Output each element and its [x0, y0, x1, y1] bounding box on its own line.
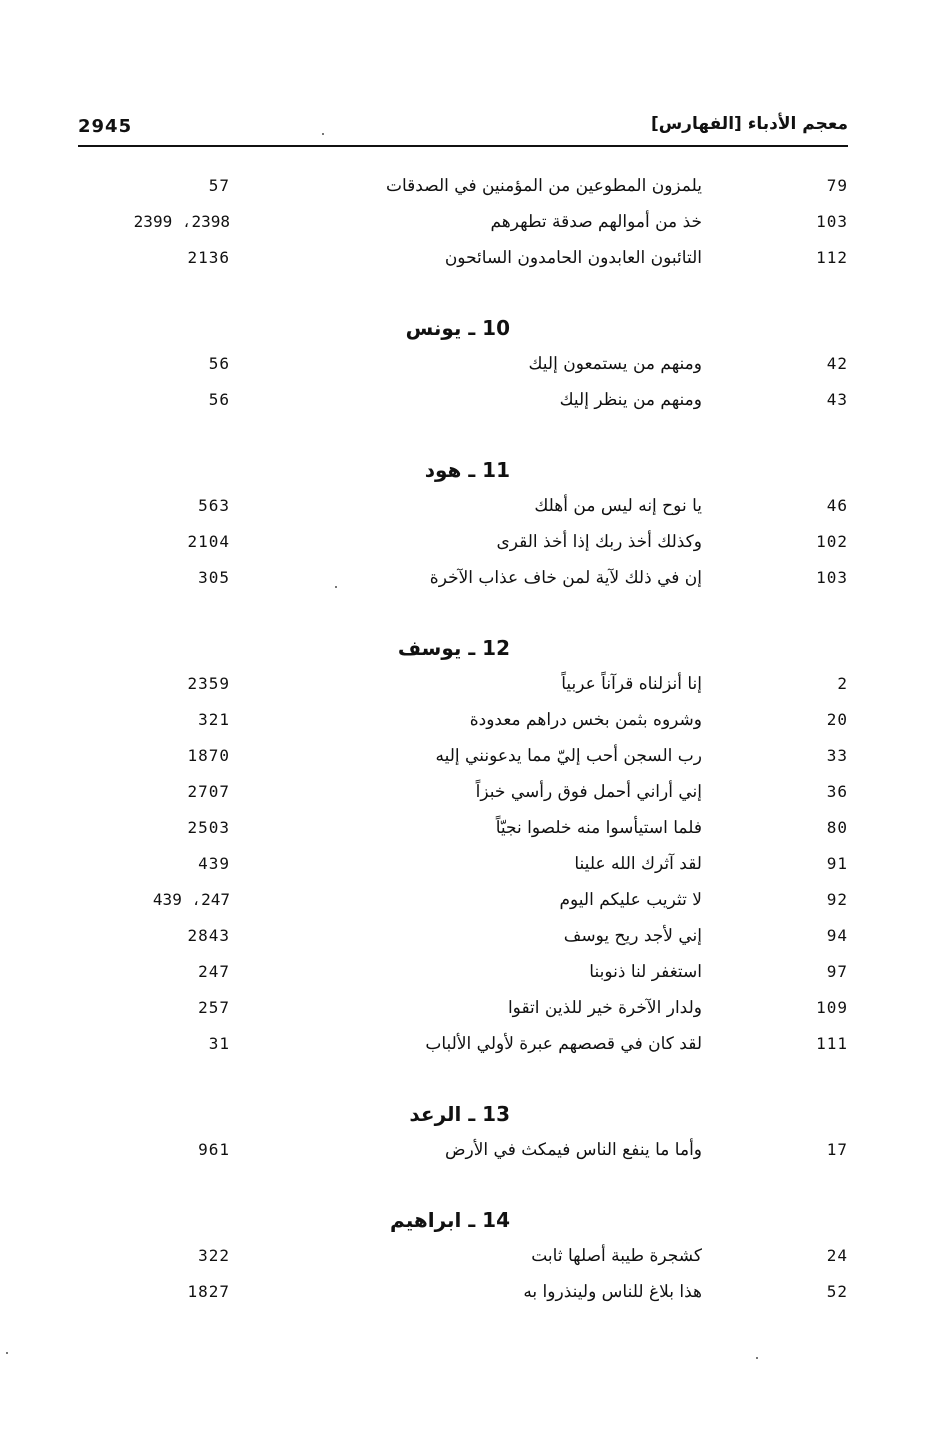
surah-heading: 13 ـ الرعد	[409, 1102, 510, 1126]
index-row	[78, 524, 848, 560]
verse-number: 42	[826, 354, 848, 373]
page-references: 247	[198, 962, 230, 981]
page-references: 563	[198, 496, 230, 515]
index-row	[78, 346, 848, 382]
index-row	[78, 702, 848, 738]
scan-speck	[756, 1357, 758, 1359]
surah-section-ibrahim	[78, 1202, 848, 1310]
surah-section-yusuf	[78, 630, 848, 1062]
verse-phrase: إني لأجد ريح يوسف	[563, 926, 702, 946]
page-references: 56	[208, 390, 230, 409]
page-references: 2359	[187, 674, 230, 693]
index-row	[78, 774, 848, 810]
index-row	[78, 1238, 848, 1274]
index-row	[78, 810, 848, 846]
page-references: 2136	[187, 248, 230, 267]
verse-phrase: خذ من أموالهم صدقة تطهرهم	[490, 212, 702, 232]
verse-phrase: التائبون العابدون الحامدون السائحون	[444, 248, 702, 268]
page-references: 305	[198, 568, 230, 587]
page-number: 2945	[78, 116, 133, 137]
verse-number: 24	[826, 1246, 848, 1265]
verse-number: 52	[826, 1282, 848, 1301]
index-row	[78, 666, 848, 702]
continued-section	[78, 168, 848, 276]
verse-number: 94	[826, 926, 848, 945]
index-row	[78, 560, 848, 596]
verse-phrase: هذا بلاغ للناس ولينذروا به	[523, 1282, 702, 1302]
verse-number: 91	[826, 854, 848, 873]
index-row	[78, 1274, 848, 1310]
page-references: 321	[198, 710, 230, 729]
header-rule	[78, 145, 848, 147]
verse-phrase: يا نوح إنه ليس من أهلك	[534, 496, 702, 516]
page-references: 56	[208, 354, 230, 373]
verse-number: 97	[826, 962, 848, 981]
page-references: 31	[208, 1034, 230, 1053]
page-references: 1827	[187, 1282, 230, 1301]
page-references: 2398، 2399	[133, 212, 230, 231]
page-references: 257	[198, 998, 230, 1017]
index-row	[78, 738, 848, 774]
running-title: معجم الأدباء [الفهارس]	[650, 114, 848, 134]
verse-number: 112	[816, 248, 848, 267]
verse-number: 102	[816, 532, 848, 551]
verse-number: 92	[826, 890, 848, 909]
verse-number: 43	[826, 390, 848, 409]
index-row	[78, 954, 848, 990]
index-row	[78, 240, 848, 276]
index-row	[78, 168, 848, 204]
surah-section-yunus	[78, 310, 848, 418]
page-references: 2707	[187, 782, 230, 801]
index-row	[78, 382, 848, 418]
verse-phrase: وشروه بثمن بخس دراهم معدودة	[469, 710, 702, 730]
index-row	[78, 918, 848, 954]
verse-phrase: إني أراني أحمل فوق رأسي خبزاً	[475, 782, 702, 802]
page-references: 322	[198, 1246, 230, 1265]
index-row	[78, 846, 848, 882]
verse-number: 2	[837, 674, 848, 693]
index-content	[78, 168, 848, 1344]
verse-phrase: ومنهم من يستمعون إليك	[528, 354, 702, 374]
surah-heading: 11 ـ هود	[424, 458, 510, 482]
verse-number: 103	[816, 212, 848, 231]
page-references: 57	[208, 176, 230, 195]
verse-phrase: لا تثريب عليكم اليوم	[559, 890, 702, 910]
scan-speck	[322, 133, 324, 135]
verse-phrase: إنا أنزلناه قرآناً عربياً	[561, 674, 702, 694]
verse-number: 111	[816, 1034, 848, 1053]
verse-phrase: رب السجن أحب إليّ مما يدعونني إليه	[435, 746, 702, 766]
verse-number: 79	[826, 176, 848, 195]
verse-number: 46	[826, 496, 848, 515]
verse-phrase: ولدار الآخرة خير للذين اتقوا	[507, 998, 702, 1018]
index-row	[78, 882, 848, 918]
page-references: 2104	[187, 532, 230, 551]
index-row	[78, 990, 848, 1026]
surah-heading: 14 ـ ابراهيم	[390, 1208, 510, 1232]
verse-phrase: استغفر لنا ذنوبنا	[589, 962, 702, 982]
index-row	[78, 488, 848, 524]
scan-speck	[335, 586, 337, 588]
verse-number: 103	[816, 568, 848, 587]
verse-number: 33	[826, 746, 848, 765]
page-references: 2843	[187, 926, 230, 945]
verse-number: 17	[826, 1140, 848, 1159]
page-references: 439	[198, 854, 230, 873]
verse-number: 80	[826, 818, 848, 837]
verse-phrase: وأما ما ينفع الناس فيمكث في الأرض	[444, 1140, 702, 1160]
verse-phrase: لقد آثرك الله علينا	[574, 854, 702, 874]
page-references: 247، 439	[152, 890, 230, 909]
surah-heading: 12 ـ يوسف	[397, 636, 510, 660]
verse-phrase: يلمزون المطوعين من المؤمنين في الصدقات	[386, 176, 702, 196]
page-references: 961	[198, 1140, 230, 1159]
page-references: 2503	[187, 818, 230, 837]
verse-phrase: إن في ذلك لآية لمن خاف عذاب الآخرة	[429, 568, 702, 588]
surah-heading: 10 ـ يونس	[405, 316, 510, 340]
verse-number: 36	[826, 782, 848, 801]
verse-phrase: فلما استيأسوا منه خلصوا نجيّاً	[495, 818, 702, 838]
verse-number: 20	[826, 710, 848, 729]
index-row	[78, 1132, 848, 1168]
scan-speck	[6, 1352, 8, 1354]
verse-phrase: كشجرة طيبة أصلها ثابت	[531, 1246, 702, 1266]
index-row	[78, 204, 848, 240]
verse-phrase: ومنهم من ينظر إليك	[559, 390, 702, 410]
surah-section-hud	[78, 452, 848, 596]
verse-number: 109	[816, 998, 848, 1017]
surah-section-raad	[78, 1096, 848, 1168]
verse-phrase: وكذلك أخذ ربك إذا أخذ القرى	[496, 532, 702, 552]
page-header	[78, 112, 848, 142]
page-references: 1870	[187, 746, 230, 765]
verse-phrase: لقد كان في قصصهم عبرة لأولي الألباب	[425, 1034, 702, 1054]
index-row	[78, 1026, 848, 1062]
